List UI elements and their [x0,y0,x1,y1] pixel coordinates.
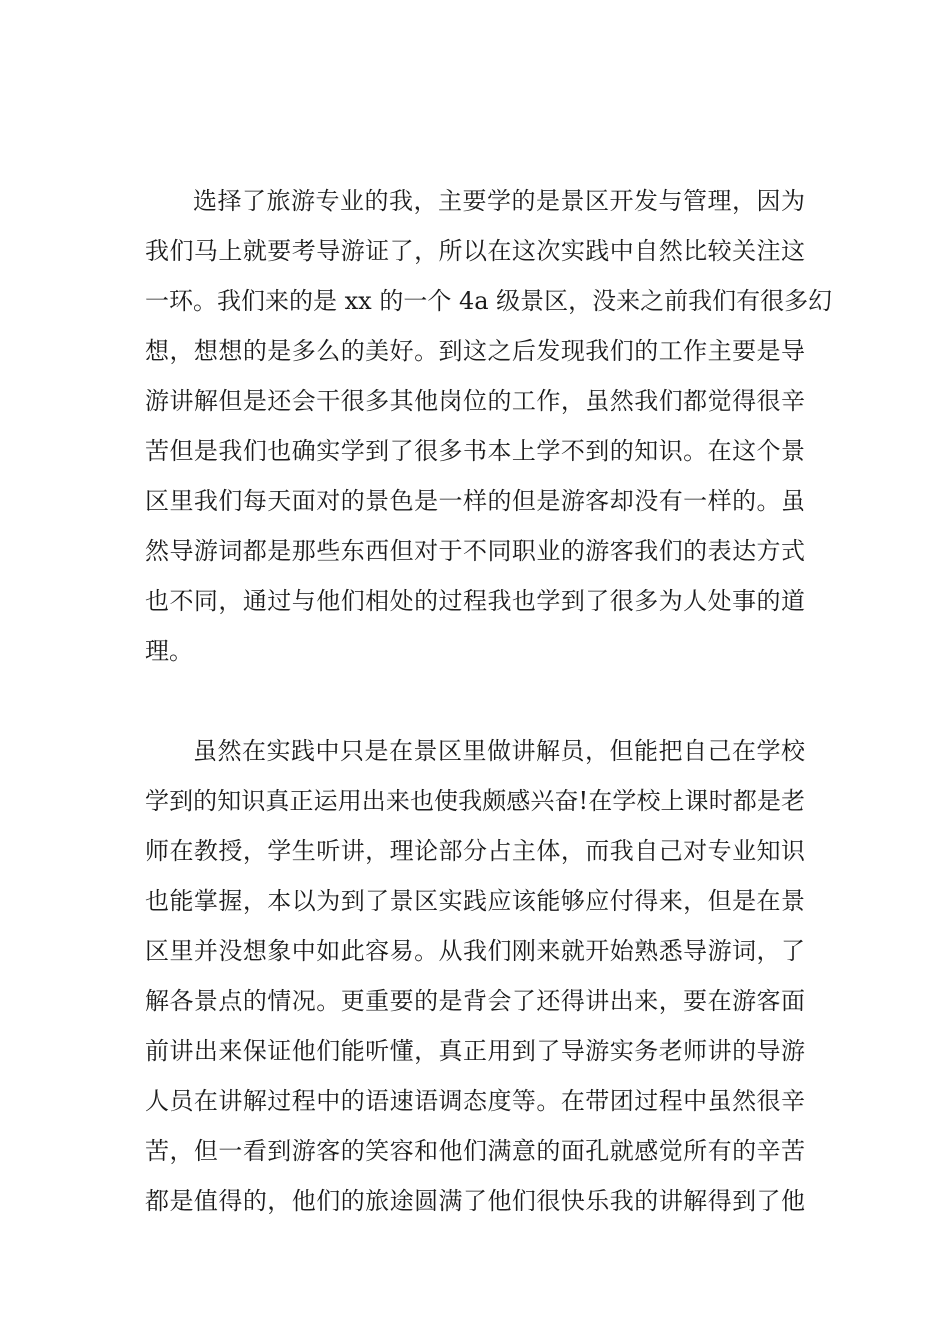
paragraph-line: 都是值得的，他们的旅途圆满了他们很快乐我的讲解得到了他 [145,1187,805,1215]
paragraph-line: 区里并没想象中如此容易。从我们刚来就开始熟悉导游词，了 [145,937,805,965]
paragraph-line: 也能掌握，本以为到了景区实践应该能够应付得来，但是在景 [145,887,805,915]
paragraph-line: 然导游词都是那些东西但对于不同职业的游客我们的表达方式 [145,537,805,565]
paragraph-line: 苦但是我们也确实学到了很多书本上学不到的知识。在这个景 [145,437,805,465]
paragraph-line: 游讲解但是还会干很多其他岗位的工作，虽然我们都觉得很辛 [145,387,805,415]
paragraph-line: 虽然在实践中只是在景区里做讲解员，但能把自己在学校 [193,737,805,765]
paragraph-line: 也不同，通过与他们相处的过程我也学到了很多为人处事的道 [145,587,805,615]
paragraph-line: 想，想想的是多么的美好。到这之后发现我们的工作主要是导 [145,337,805,365]
paragraph-2 [145,726,805,1226]
paragraph-line: 一环。我们来的是 xx 的一个 4a 级景区，没来之前我们有很多幻 [145,287,833,315]
paragraph-line: 人员在讲解过程中的语速语调态度等。在带团过程中虽然很辛 [145,1087,805,1115]
paragraph-line: 苦，但一看到游客的笑容和他们满意的面孔就感觉所有的辛苦 [145,1137,805,1165]
paragraph-line: 解各景点的情况。更重要的是背会了还得讲出来，要在游客面 [145,987,805,1015]
paragraph-line: 区里我们每天面对的景色是一样的但是游客却没有一样的。虽 [145,487,805,515]
paragraph-line: 我们马上就要考导游证了，所以在这次实践中自然比较关注这 [145,237,805,265]
paragraph-line: 理。 [145,637,193,665]
paragraph-line: 前讲出来保证他们能听懂，真正用到了导游实务老师讲的导游 [145,1037,805,1065]
paragraph-line: 选择了旅游专业的我，主要学的是景区开发与管理，因为 [193,187,805,215]
paragraph-1 [145,176,833,676]
paragraph-line: 学到的知识真正运用出来也使我颇感兴奋!在学校上课时都是老 [145,787,805,815]
paragraph-line: 师在教授，学生听讲，理论部分占主体，而我自己对专业知识 [145,837,805,865]
